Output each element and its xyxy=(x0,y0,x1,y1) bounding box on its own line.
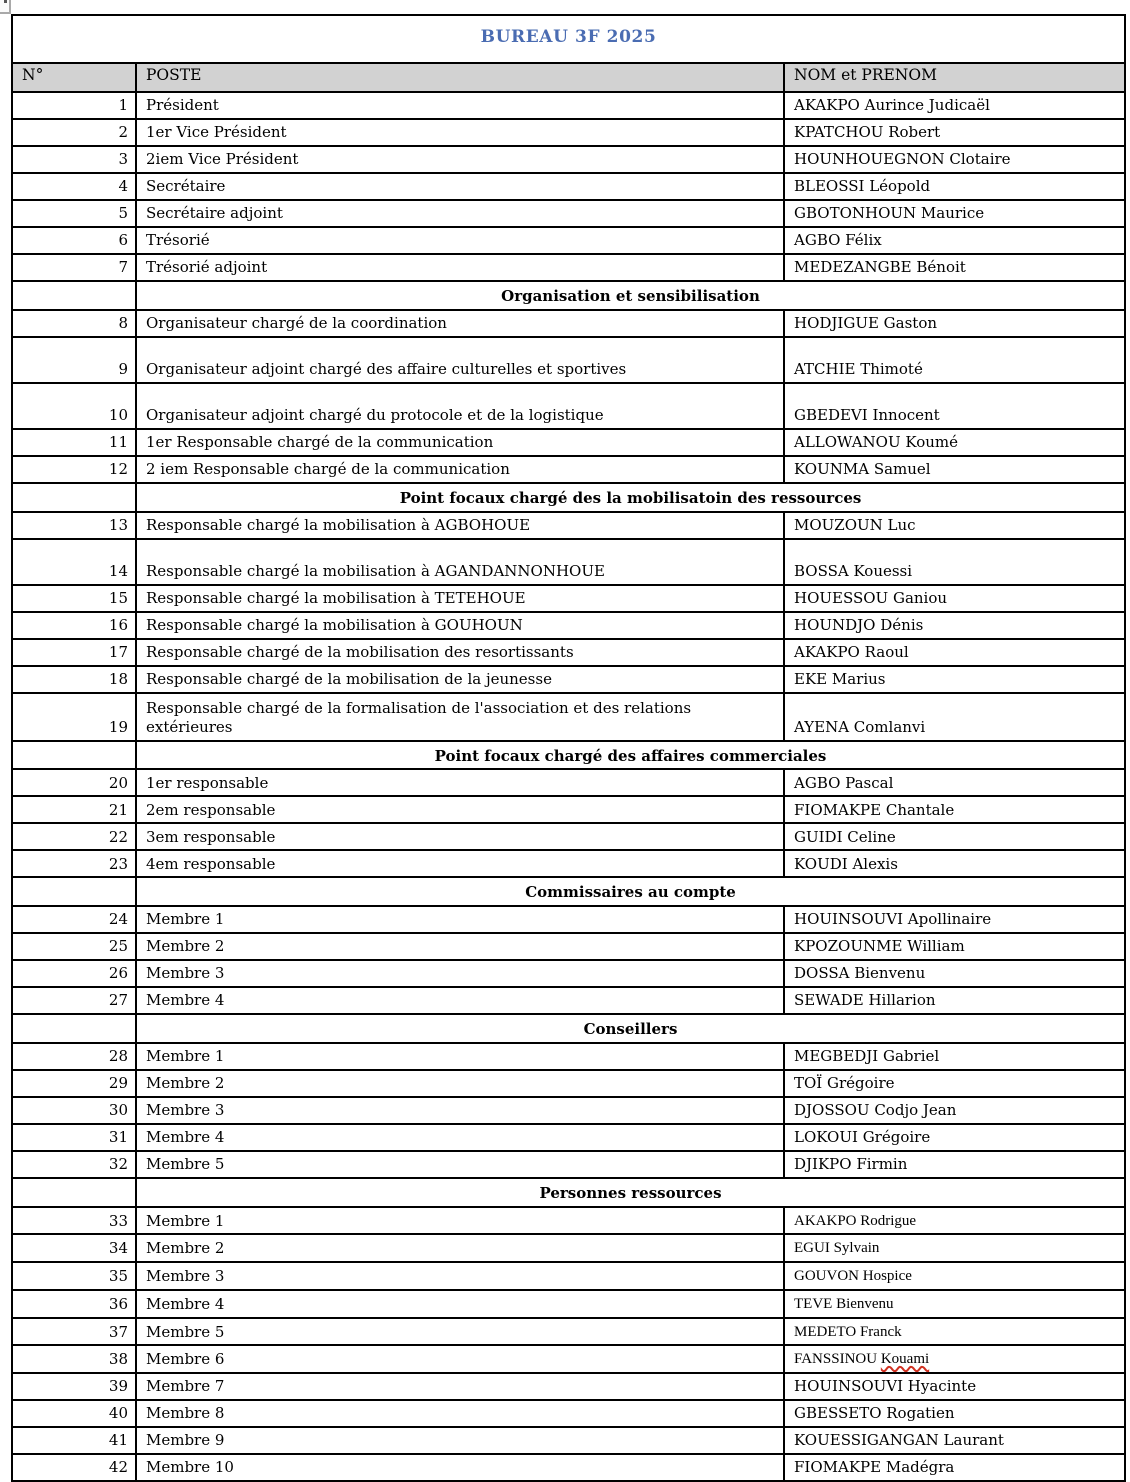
poste-cell: 1er Vice Président xyxy=(136,119,784,146)
poste-cell: Responsable chargé la mobilisation à AGBOHOUE xyxy=(136,512,784,539)
table-row xyxy=(12,1124,1125,1151)
nom-cell: MEGBEDJI Gabriel xyxy=(784,1043,1125,1070)
poste-cell: Membre 1 xyxy=(136,1207,784,1235)
table-row xyxy=(12,1290,1125,1318)
table-row xyxy=(12,119,1125,146)
nom-cell: LOKOUI Grégoire xyxy=(784,1124,1125,1151)
poste-cell: Responsable chargé la mobilisation à GOUHOUN xyxy=(136,612,784,639)
row-number-cell: 21 xyxy=(12,796,136,823)
nom-cell: EKE Marius xyxy=(784,666,1125,693)
poste-cell: Membre 6 xyxy=(136,1345,784,1373)
row-number-cell: 27 xyxy=(12,987,136,1014)
table-row xyxy=(12,1400,1125,1427)
poste-cell: 2 iem Responsable chargé de la communication xyxy=(136,456,784,483)
table-row xyxy=(12,906,1125,933)
row-number-cell: 42 xyxy=(12,1454,136,1481)
row-number-cell: 8 xyxy=(12,310,136,337)
table-row xyxy=(12,200,1125,227)
nom-cell: KOUDI Alexis xyxy=(784,850,1125,877)
table-row xyxy=(12,173,1125,200)
table-row xyxy=(12,1207,1125,1235)
poste-cell: Membre 2 xyxy=(136,1234,784,1262)
table-row xyxy=(12,456,1125,483)
bureau-table xyxy=(11,14,1126,1482)
table-row xyxy=(12,960,1125,987)
poste-cell: Membre 10 xyxy=(136,1454,784,1481)
row-number-cell: 18 xyxy=(12,666,136,693)
poste-cell: Trésorié xyxy=(136,227,784,254)
nom-cell: FIOMAKPE Madégra xyxy=(784,1454,1125,1481)
row-number-cell: 11 xyxy=(12,429,136,456)
nom-cell: HOUINSOUVI Hyacinte xyxy=(784,1373,1125,1400)
poste-cell: Organisateur adjoint chargé des affaire culturelles et sportives xyxy=(136,337,784,383)
table-row xyxy=(12,612,1125,639)
row-number-cell: 3 xyxy=(12,146,136,173)
column-header-nom: NOM et PRENOM xyxy=(784,63,1125,92)
section-row xyxy=(12,483,1125,512)
section-header: Commissaires au compte xyxy=(136,877,1125,906)
table-row xyxy=(12,310,1125,337)
nom-cell: HOUNDJO Dénis xyxy=(784,612,1125,639)
row-number-cell: 6 xyxy=(12,227,136,254)
nom-cell: GOUVON Hospice xyxy=(784,1262,1125,1290)
table-row xyxy=(12,1070,1125,1097)
row-number-cell xyxy=(12,1014,136,1043)
table-row xyxy=(12,1151,1125,1178)
spellcheck-underlined-word: Kouami xyxy=(880,1351,930,1368)
poste-cell: 1er Responsable chargé de la communication xyxy=(136,429,784,456)
table-row xyxy=(12,693,1125,741)
row-number-cell: 17 xyxy=(12,639,136,666)
table-row xyxy=(12,639,1125,666)
column-header-poste: POSTE xyxy=(136,63,784,92)
table-row xyxy=(12,429,1125,456)
row-number-cell: 32 xyxy=(12,1151,136,1178)
nom-cell: KPATCHOU Robert xyxy=(784,119,1125,146)
row-number-cell: 35 xyxy=(12,1262,136,1290)
row-number-cell: 38 xyxy=(12,1345,136,1373)
poste-cell: Responsable chargé de la mobilisation de la jeunesse xyxy=(136,666,784,693)
table-row xyxy=(12,1262,1125,1290)
nom-cell: AYENA Comlanvi xyxy=(784,693,1125,741)
section-header: Conseillers xyxy=(136,1014,1125,1043)
poste-cell: Secrétaire xyxy=(136,173,784,200)
poste-cell: Président xyxy=(136,92,784,119)
poste-cell: Membre 1 xyxy=(136,1043,784,1070)
nom-cell: HOUESSOU Ganiou xyxy=(784,585,1125,612)
nom-cell: EGUI Sylvain xyxy=(784,1234,1125,1262)
section-header: Point focaux chargé des la mobilisatoin des ressources xyxy=(136,483,1125,512)
table-body xyxy=(12,15,1125,1481)
section-header: Organisation et sensibilisation xyxy=(136,281,1125,310)
table-row xyxy=(12,769,1125,796)
poste-cell: Membre 4 xyxy=(136,987,784,1014)
table-row xyxy=(12,1454,1125,1481)
poste-cell: Membre 5 xyxy=(136,1318,784,1346)
row-number-cell: 9 xyxy=(12,337,136,383)
nom-cell: GBOTONHOUN Maurice xyxy=(784,200,1125,227)
table-row xyxy=(12,1345,1125,1373)
nom-cell: GUIDI Celine xyxy=(784,823,1125,850)
row-number-cell: 28 xyxy=(12,1043,136,1070)
row-number-cell: 15 xyxy=(12,585,136,612)
row-number-cell: 10 xyxy=(12,383,136,429)
row-number-cell: 22 xyxy=(12,823,136,850)
poste-cell: Membre 9 xyxy=(136,1427,784,1454)
row-number-cell: 1 xyxy=(12,92,136,119)
nom-cell: KOUESSIGANGAN Laurant xyxy=(784,1427,1125,1454)
nom-cell: HODJIGUE Gaston xyxy=(784,310,1125,337)
poste-cell: Responsable chargé la mobilisation à TETEHOUE xyxy=(136,585,784,612)
poste-cell: Membre 3 xyxy=(136,1097,784,1124)
row-number-cell: 29 xyxy=(12,1070,136,1097)
row-number-cell: 24 xyxy=(12,906,136,933)
poste-cell: 2em responsable xyxy=(136,796,784,823)
table-row xyxy=(12,146,1125,173)
nom-cell: GBEDEVI Innocent xyxy=(784,383,1125,429)
nom-cell: DJOSSOU Codjo Jean xyxy=(784,1097,1125,1124)
row-number-cell: 20 xyxy=(12,769,136,796)
table-row xyxy=(12,987,1125,1014)
row-number-cell: 2 xyxy=(12,119,136,146)
poste-cell: Membre 1 xyxy=(136,906,784,933)
table-row xyxy=(12,254,1125,281)
table-row xyxy=(12,1318,1125,1346)
section-row xyxy=(12,1014,1125,1043)
row-number-cell: 37 xyxy=(12,1318,136,1346)
table-row xyxy=(12,512,1125,539)
object-anchor-icon xyxy=(0,0,11,14)
poste-cell: Membre 4 xyxy=(136,1124,784,1151)
nom-cell: FIOMAKPE Chantale xyxy=(784,796,1125,823)
poste-cell: Responsable chargé de la mobilisation des resortissants xyxy=(136,639,784,666)
table-row xyxy=(12,1373,1125,1400)
nom-cell: AKAKPO Aurince Judicaël xyxy=(784,92,1125,119)
poste-cell: Trésorié adjoint xyxy=(136,254,784,281)
poste-cell: Membre 2 xyxy=(136,933,784,960)
table-row xyxy=(12,539,1125,585)
nom-cell: ALLOWANOU Koumé xyxy=(784,429,1125,456)
table-row xyxy=(12,585,1125,612)
nom-cell: MOUZOUN Luc xyxy=(784,512,1125,539)
row-number-cell: 23 xyxy=(12,850,136,877)
poste-cell: Membre 2 xyxy=(136,1070,784,1097)
section-header: Personnes ressources xyxy=(136,1178,1125,1207)
row-number-cell: 36 xyxy=(12,1290,136,1318)
row-number-cell: 40 xyxy=(12,1400,136,1427)
nom-cell: AGBO Pascal xyxy=(784,769,1125,796)
poste-cell: Responsable chargé de la formalisation de l'association et des relations extérieures xyxy=(136,693,784,741)
row-number-cell: 30 xyxy=(12,1097,136,1124)
row-number-cell: 31 xyxy=(12,1124,136,1151)
nom-cell: ATCHIE Thimoté xyxy=(784,337,1125,383)
row-number-cell: 19 xyxy=(12,693,136,741)
table-row xyxy=(12,823,1125,850)
nom-cell: AGBO Félix xyxy=(784,227,1125,254)
row-number-cell: 34 xyxy=(12,1234,136,1262)
nom-cell: BOSSA Kouessi xyxy=(784,539,1125,585)
table-row xyxy=(12,1427,1125,1454)
row-number-cell: 33 xyxy=(12,1207,136,1235)
row-number-cell xyxy=(12,281,136,310)
row-number-cell: 4 xyxy=(12,173,136,200)
row-number-cell: 7 xyxy=(12,254,136,281)
nom-cell: TOÏ Grégoire xyxy=(784,1070,1125,1097)
row-number-cell: 13 xyxy=(12,512,136,539)
poste-cell: 1er responsable xyxy=(136,769,784,796)
poste-cell: Responsable chargé la mobilisation à AGANDANNONHOUE xyxy=(136,539,784,585)
nom-cell: MEDEZANGBE Bénoit xyxy=(784,254,1125,281)
title-row xyxy=(12,15,1125,63)
poste-cell: Secrétaire adjoint xyxy=(136,200,784,227)
page-title: BUREAU 3F 2025 xyxy=(12,15,1125,63)
nom-cell: DOSSA Bienvenu xyxy=(784,960,1125,987)
section-header: Point focaux chargé des affaires commerciales xyxy=(136,741,1125,770)
poste-cell: Organisateur chargé de la coordination xyxy=(136,310,784,337)
row-number-cell: 41 xyxy=(12,1427,136,1454)
nom-cell: HOUNHOUEGNON Clotaire xyxy=(784,146,1125,173)
nom-cell: KPOZOUNME William xyxy=(784,933,1125,960)
poste-cell: Organisateur adjoint chargé du protocole et de la logistique xyxy=(136,383,784,429)
row-number-cell: 12 xyxy=(12,456,136,483)
row-number-cell: 39 xyxy=(12,1373,136,1400)
table-row xyxy=(12,1097,1125,1124)
nom-cell: FANSSINOU Kouami xyxy=(784,1345,1125,1373)
nom-cell: MEDETO Franck xyxy=(784,1318,1125,1346)
row-number-cell xyxy=(12,1178,136,1207)
table-row xyxy=(12,383,1125,429)
section-row xyxy=(12,741,1125,770)
section-row xyxy=(12,877,1125,906)
nom-cell: TEVE Bienvenu xyxy=(784,1290,1125,1318)
column-header-row xyxy=(12,63,1125,92)
poste-cell: Membre 7 xyxy=(136,1373,784,1400)
poste-cell: Membre 3 xyxy=(136,960,784,987)
nom-cell: SEWADE Hillarion xyxy=(784,987,1125,1014)
column-header-num: N° xyxy=(12,63,136,92)
nom-cell: HOUINSOUVI Apollinaire xyxy=(784,906,1125,933)
row-number-cell xyxy=(12,741,136,770)
poste-cell: Membre 8 xyxy=(136,1400,784,1427)
row-number-cell xyxy=(12,877,136,906)
nom-cell: GBESSETO Rogatien xyxy=(784,1400,1125,1427)
row-number-cell: 25 xyxy=(12,933,136,960)
table-row xyxy=(12,337,1125,383)
table-row xyxy=(12,666,1125,693)
table-row xyxy=(12,850,1125,877)
poste-cell: Membre 3 xyxy=(136,1262,784,1290)
nom-cell: KOUNMA Samuel xyxy=(784,456,1125,483)
nom-cell: AKAKPO Raoul xyxy=(784,639,1125,666)
table-row xyxy=(12,1043,1125,1070)
row-number-cell: 5 xyxy=(12,200,136,227)
poste-cell: 2iem Vice Président xyxy=(136,146,784,173)
row-number-cell: 26 xyxy=(12,960,136,987)
row-number-cell: 16 xyxy=(12,612,136,639)
poste-cell: 4em responsable xyxy=(136,850,784,877)
section-row xyxy=(12,1178,1125,1207)
row-number-cell: 14 xyxy=(12,539,136,585)
poste-cell: Membre 5 xyxy=(136,1151,784,1178)
section-row xyxy=(12,281,1125,310)
nom-cell: AKAKPO Rodrigue xyxy=(784,1207,1125,1235)
table-row xyxy=(12,796,1125,823)
table-row xyxy=(12,1234,1125,1262)
row-number-cell xyxy=(12,483,136,512)
table-row xyxy=(12,92,1125,119)
poste-cell: Membre 4 xyxy=(136,1290,784,1318)
nom-cell: BLEOSSI Léopold xyxy=(784,173,1125,200)
nom-cell: DJIKPO Firmin xyxy=(784,1151,1125,1178)
table-row xyxy=(12,933,1125,960)
poste-cell: 3em responsable xyxy=(136,823,784,850)
table-row xyxy=(12,227,1125,254)
